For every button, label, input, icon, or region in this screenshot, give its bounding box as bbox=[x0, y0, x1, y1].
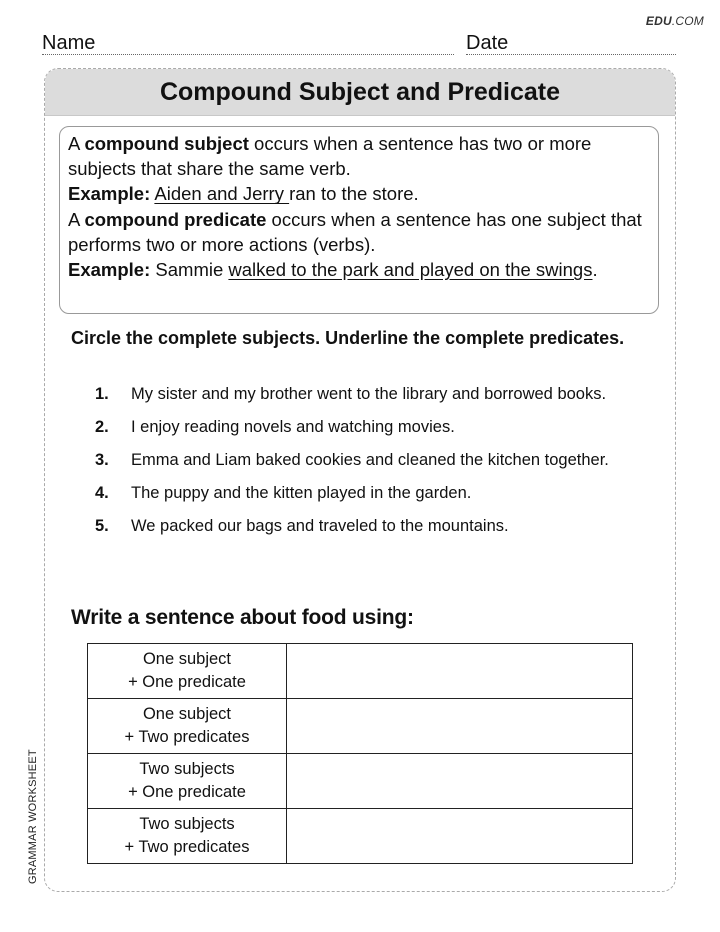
row-label-line1: Two subjects bbox=[139, 760, 235, 778]
compound-subject-definition bbox=[68, 131, 650, 181]
row-label bbox=[88, 754, 287, 809]
page-title: Compound Subject and Predicate bbox=[159, 77, 561, 106]
text-segment: . bbox=[592, 259, 598, 281]
exercise-list bbox=[95, 383, 625, 548]
term-compound-subject: compound subject bbox=[84, 133, 249, 154]
example-label: Example: bbox=[68, 259, 151, 281]
item-text: The puppy and the kitten played in the garden. bbox=[131, 484, 472, 502]
text-segment: occurs when a sentence has one subject that performs two or more actions (verbs). bbox=[68, 208, 642, 255]
row-label-line1: Two subjects bbox=[139, 815, 235, 833]
row-label bbox=[88, 699, 287, 754]
brand-rest: .COM bbox=[671, 14, 704, 28]
list-item[interactable] bbox=[95, 416, 625, 438]
brand-strong: EDU bbox=[645, 14, 672, 28]
item-text: We packed our bags and traveled to the mountains. bbox=[131, 517, 509, 535]
row-label bbox=[88, 644, 287, 699]
compound-predicate-example bbox=[68, 257, 650, 282]
table-row bbox=[88, 644, 633, 699]
text-segment: A bbox=[68, 208, 85, 230]
list-item[interactable] bbox=[95, 515, 625, 537]
compound-subject-example bbox=[68, 181, 650, 206]
item-text: Emma and Liam baked cookies and cleaned the kitchen together. bbox=[131, 451, 609, 469]
list-item[interactable] bbox=[95, 383, 625, 405]
worksheet-header bbox=[45, 69, 675, 116]
item-number: 4. bbox=[95, 484, 109, 502]
example-underlined: Aiden and Jerry bbox=[154, 183, 290, 205]
table-row bbox=[88, 809, 633, 864]
term-compound-predicate: compound predicate bbox=[84, 208, 267, 230]
row-label-line1: One subject bbox=[142, 705, 232, 723]
answer-table bbox=[87, 643, 633, 864]
definition-box bbox=[59, 126, 659, 314]
date-label: Date bbox=[466, 32, 509, 54]
item-number: 2. bbox=[95, 418, 109, 436]
item-text: I enjoy reading novels and watching movies. bbox=[131, 418, 455, 436]
name-field[interactable] bbox=[42, 32, 454, 55]
name-label: Name bbox=[42, 32, 96, 54]
example-underlined: walked to the park and played on the swings bbox=[228, 259, 593, 281]
answer-cell[interactable] bbox=[287, 699, 633, 754]
item-number: 3. bbox=[95, 451, 109, 469]
write-heading: Write a sentence about food using: bbox=[71, 606, 414, 629]
example-label: Example: bbox=[68, 183, 151, 205]
side-label: GRAMMAR WORKSHEET bbox=[27, 749, 39, 884]
date-field[interactable] bbox=[466, 32, 676, 55]
text-segment: Sammie bbox=[150, 259, 229, 281]
row-label-line2: + Two predicates bbox=[124, 838, 250, 856]
table-row bbox=[88, 754, 633, 809]
table-row bbox=[88, 699, 633, 754]
row-label-line2: + One predicate bbox=[128, 673, 246, 691]
row-label-line1: One subject bbox=[142, 650, 232, 668]
instructions: Circle the complete subjects. Underline the complete predicates. bbox=[71, 328, 625, 348]
row-label-line2: + Two predicates bbox=[124, 728, 250, 746]
list-item[interactable] bbox=[95, 449, 625, 471]
row-label-line2: + One predicate bbox=[128, 783, 246, 801]
list-item[interactable] bbox=[95, 482, 625, 504]
compound-predicate-definition bbox=[68, 207, 650, 257]
text-segment: occurs when a sentence has two or more subjects that share the same verb. bbox=[68, 133, 592, 180]
answer-cell[interactable] bbox=[287, 644, 633, 699]
item-text: My sister and my brother went to the library and borrowed books. bbox=[131, 385, 607, 403]
item-number: 5. bbox=[95, 517, 109, 535]
worksheet-card bbox=[44, 68, 676, 892]
row-label bbox=[88, 809, 287, 864]
answer-cell[interactable] bbox=[287, 754, 633, 809]
item-number: 1. bbox=[95, 385, 109, 403]
answer-cell[interactable] bbox=[287, 809, 633, 864]
text-segment: A bbox=[68, 133, 85, 154]
brand-logo bbox=[646, 14, 704, 28]
text-segment: ran to the store. bbox=[289, 183, 419, 205]
